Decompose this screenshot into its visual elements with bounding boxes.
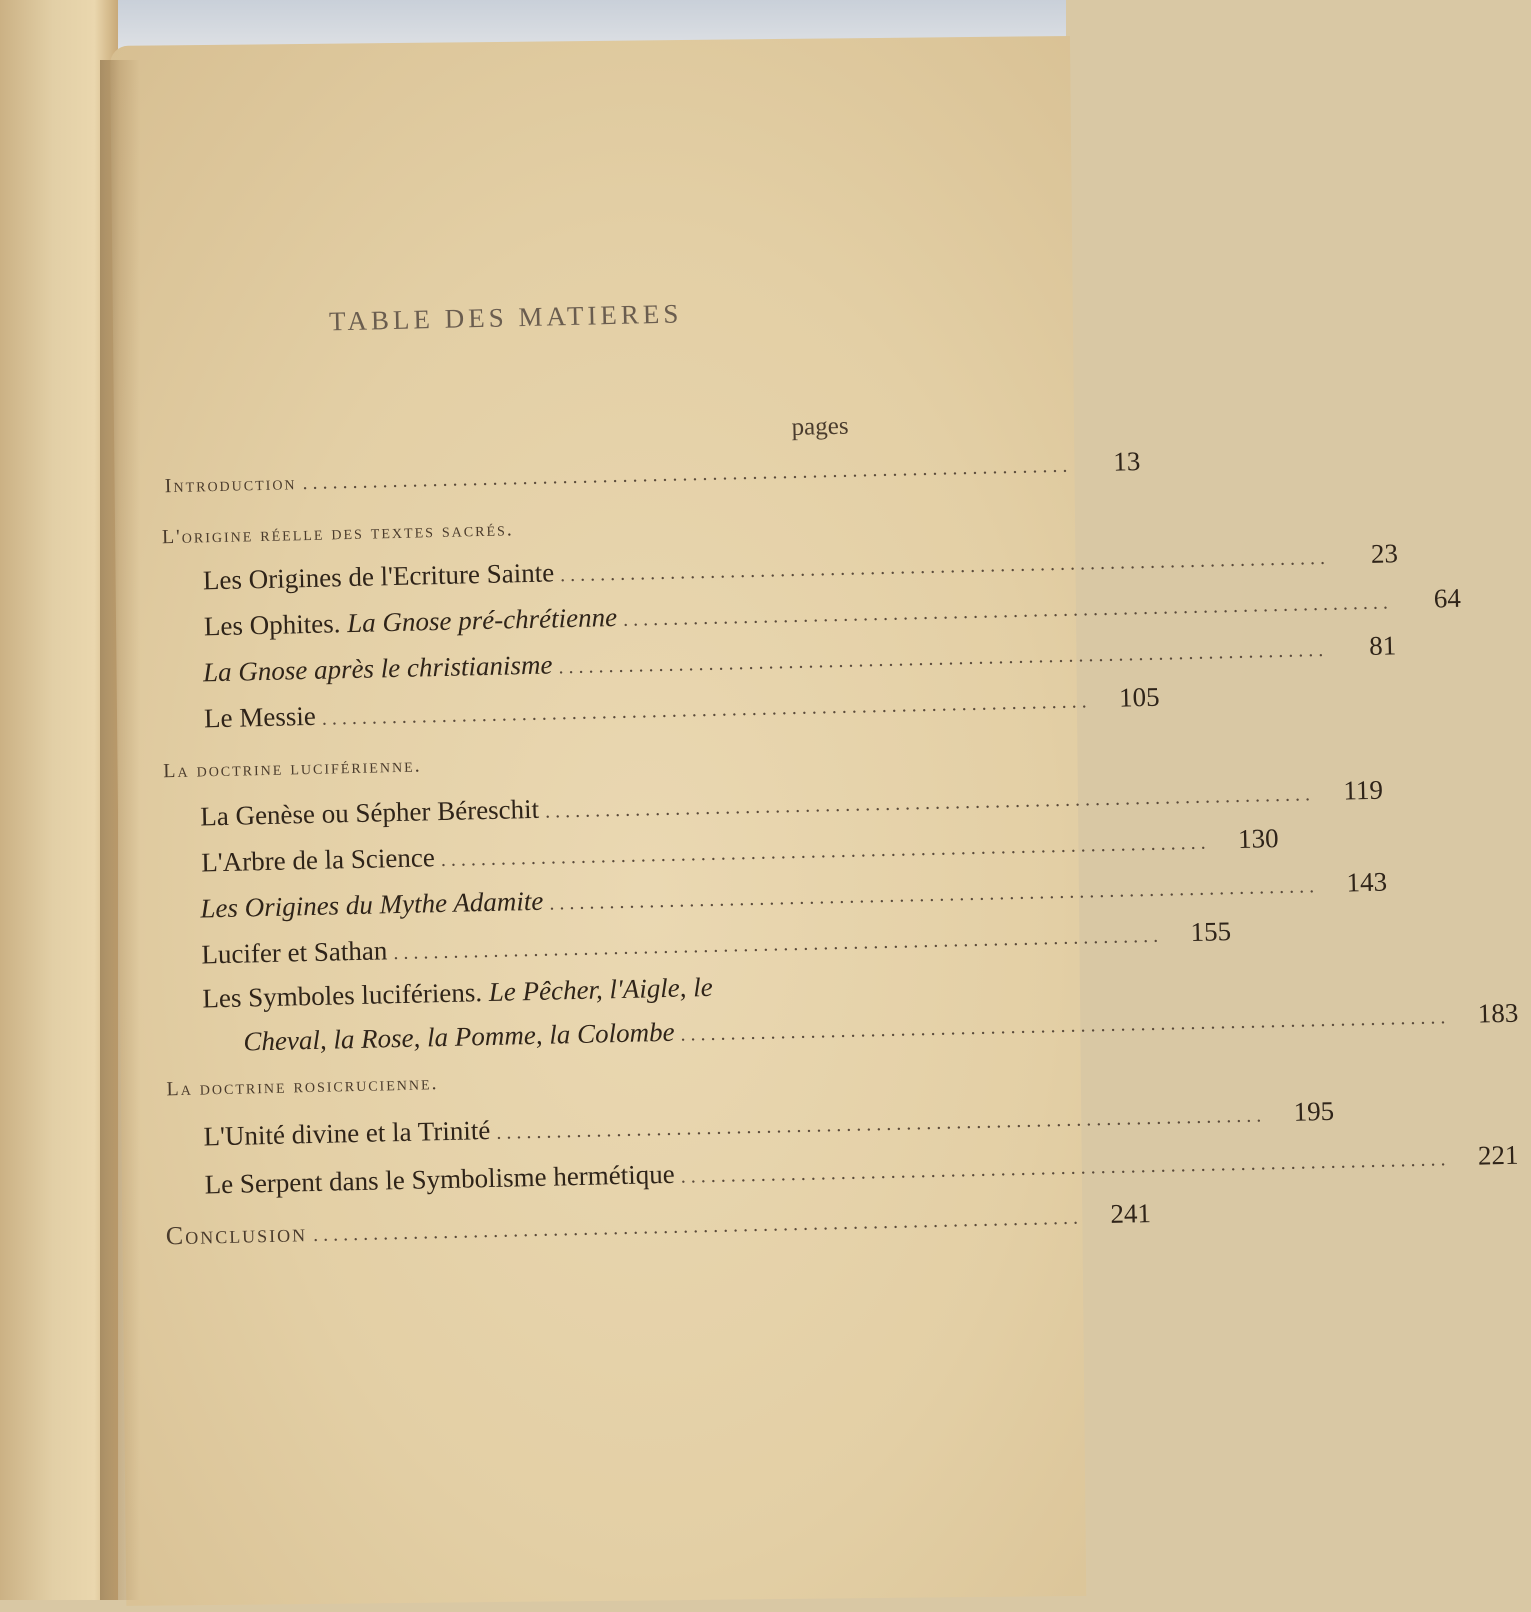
leader-dots: ............................................................................. bbox=[544, 783, 1316, 823]
toc-entry-label: Les Symboles lucifériens. bbox=[202, 976, 490, 1014]
toc-entry bbox=[202, 630, 1397, 689]
toc-entry bbox=[203, 1095, 1335, 1153]
leader-dots: ............................................................................. bbox=[558, 638, 1329, 679]
toc-page-number: 64 bbox=[1433, 582, 1462, 614]
leader-dots: ............................................................................. bbox=[549, 875, 1320, 915]
leader-dots: ............................................................................. bbox=[302, 454, 1073, 495]
leader-dots: ............................................................................. bbox=[622, 591, 1394, 631]
toc-entry-label: Les Origines du Mythe Adamite bbox=[200, 885, 544, 924]
section-heading: La doctrine luciférienne. bbox=[163, 754, 422, 783]
section-heading: L'origine réelle des textes sacrés. bbox=[161, 518, 515, 549]
leader-dots: ............................................................................. bbox=[496, 1104, 1267, 1144]
toc-page-number: 105 bbox=[1118, 681, 1160, 713]
toc-entry bbox=[200, 866, 1388, 925]
toc-entry-label: L'Unité divine et la Trinité bbox=[203, 1114, 491, 1152]
toc-entry bbox=[200, 823, 1279, 879]
pages-column-label: pages bbox=[791, 412, 849, 441]
toc-entry-label: Le Serpent dans le Symbolisme hermétique bbox=[204, 1158, 675, 1200]
toc-entry-label: Conclusion bbox=[165, 1218, 308, 1251]
toc-entry-continuation bbox=[243, 997, 1519, 1058]
toc-page-number: 195 bbox=[1293, 1095, 1335, 1127]
leader-dots: ............................................................................. bbox=[312, 1206, 1084, 1247]
toc-entry-subtitle: Cheval, la Rose, la Pomme, la Colombe bbox=[243, 1016, 675, 1057]
toc-page-number: 143 bbox=[1346, 866, 1388, 898]
leader-dots: ............................................................................. bbox=[680, 1148, 1451, 1188]
toc-page-number: 23 bbox=[1370, 538, 1399, 569]
page-title: TABLE DES MATIERES bbox=[328, 298, 683, 337]
leader-dots: ............................................................................. bbox=[321, 690, 1092, 730]
toc-page-number: 183 bbox=[1477, 997, 1519, 1029]
toc-entry-conclusion bbox=[165, 1198, 1152, 1252]
toc-page-number: 155 bbox=[1190, 916, 1232, 948]
toc-entry bbox=[202, 538, 1399, 597]
toc-page-number: 130 bbox=[1237, 823, 1279, 854]
toc-entry bbox=[204, 1139, 1519, 1201]
toc-entry-label: L'Arbre de la Science bbox=[200, 842, 436, 878]
section-heading: La doctrine rosicrucienne. bbox=[166, 1072, 439, 1101]
toc-page-number: 241 bbox=[1110, 1198, 1152, 1229]
toc-page-number: 221 bbox=[1477, 1139, 1519, 1171]
leader-dots: ............................................................................. bbox=[393, 924, 1164, 965]
toc-entry bbox=[199, 774, 1384, 833]
leader-dots: ............................................................................. bbox=[440, 831, 1211, 872]
toc-entry bbox=[201, 916, 1232, 971]
toc-entry-label: Les Origines de l'Ecriture Sainte bbox=[202, 557, 555, 596]
toc-page-number: 119 bbox=[1343, 774, 1384, 806]
toc-entry-label: Les Ophites. bbox=[203, 608, 348, 642]
toc-page-number: 13 bbox=[1112, 446, 1141, 477]
toc-entry bbox=[203, 582, 1462, 643]
toc-entry-subtitle: La Gnose pré-chrétienne bbox=[346, 601, 618, 639]
toc-entry-label: Le Messie bbox=[203, 700, 317, 734]
toc-entry-subtitle: Le Pêcher, l'Aigle, le bbox=[488, 971, 714, 1007]
leader-dots: ............................................................................. bbox=[559, 546, 1331, 587]
leader-dots: ............................................................................. bbox=[680, 1006, 1451, 1046]
toc-entry-label: Lucifer et Sathan bbox=[201, 935, 388, 970]
toc-entry-label: Introduction bbox=[164, 472, 297, 498]
toc-entry-label: La Gnose après le christianisme bbox=[202, 649, 553, 688]
toc-entry bbox=[202, 972, 713, 1015]
toc-page-number: 81 bbox=[1368, 630, 1397, 661]
toc-entry bbox=[203, 681, 1160, 735]
toc-entry-label: La Genèse ou Sépher Béreschit bbox=[199, 793, 540, 832]
toc-entry-introduction bbox=[164, 446, 1141, 499]
